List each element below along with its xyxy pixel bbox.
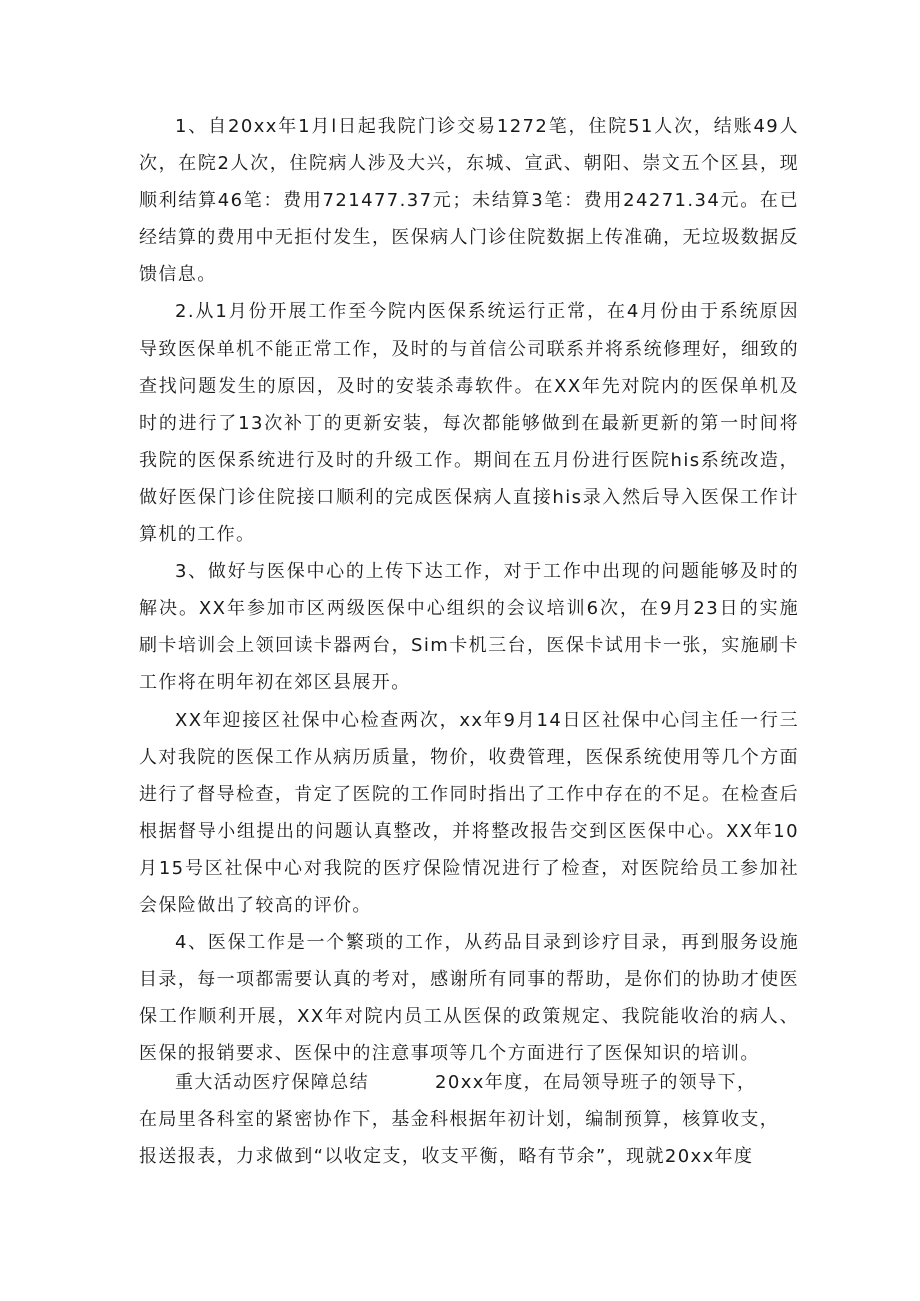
report-body [139, 108, 799, 1072]
next-section-title: 重大活动医疗保障总结 [175, 1072, 369, 1093]
next-section-line-2: 在局里各科室的紧密协作下，基金科根据年初计划，编制预算，核算收支， [139, 1109, 780, 1131]
next-section-line-1 [139, 1064, 799, 1101]
next-section-line-3: 报送报表，力求做到“以收定支，收支平衡，略有节余”，现就20xx年度 [139, 1146, 754, 1168]
paragraph-settlement-stats: 1、自20xx年1月l日起我院门诊交易1272笔，住院51人次，结账49人次，在院2人次，住院病人涉及大兴，东城、宣武、朝阳、崇文五个区县，现顺利结算46笔：费用721477.37元；未结算3笔：费用24271.34元。在已经结算的费用中无拒付发生，医保病人门诊住院数据上传准确，无垃圾数据反馈信息。 [139, 116, 799, 286]
next-section-intro: 20xx年度，在局领导班子的领导下， [435, 1072, 757, 1093]
paragraph-inspection: XX年迎接区社保中心检查两次，xx年9月14日区社保中心闫主任一行三人对我院的医保工作从病历质量，物价，收费管理，医保系统使用等几个方面进行了督导检查，肯定了医院的工作同时指出了工作中存在的不足。在检查后根据督导小组提出的问题认真整改，并将整改报告交到区医保中心。XX年10月15号区社保中心对我院的医疗保险情况进行了检查，对医院给员工参加社会保险做出了较高的评价。 [139, 709, 799, 916]
paragraph-system-maintenance: 2.从1月份开展工作至今院内医保系统运行正常，在4月份由于系统原因导致医保单机不能正常工作，及时的与首信公司联系并将系统修理好，细致的查找问题发生的原因，及时的安装杀毒软件。在XX年先对院内的医保单机及时的进行了13次补丁的更新安装，每次都能够做到在最新更新的第一时间将我院的医保系统进行及时的升级工作。期间在五月份进行医院his系统改造，做好医保门诊住院接口顺利的完成医保病人直接his录入然后导入医保工作计算机的工作。 [139, 301, 799, 546]
paragraph-center-liaison: 3、做好与医保中心的上传下达工作，对于工作中出现的问题能够及时的解决。XX年参加市区两级医保中心组织的会议培训6次，在9月23日的实施刷卡培训会上领回读卡器两台，Sim卡机三台，医保卡试用卡一张，实施刷卡工作将在明年初在郊区县展开。 [139, 561, 799, 694]
paragraph-training: 4、医保工作是一个繁琐的工作，从药品目录到诊疗目录，再到服务设施目录，每一项都需要认真的考对，感谢所有同事的帮助，是你们的协助才使医保工作顺利开展，XX年对院内员工从医保的政策规定、我院能收治的病人、医保的报销要求、医保中的注意事项等几个方面进行了医保知识的培训。 [139, 932, 799, 1065]
next-section [139, 1064, 799, 1175]
